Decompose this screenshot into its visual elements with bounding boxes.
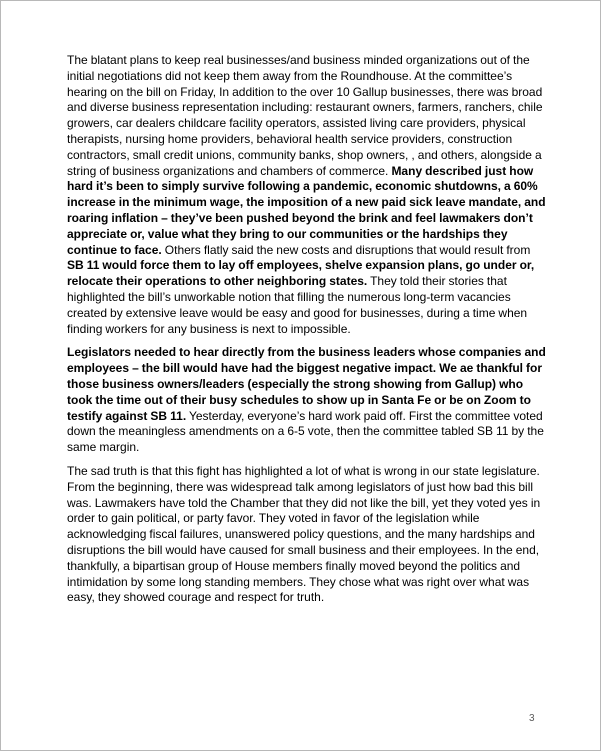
paragraph-business-representation — [67, 53, 547, 337]
text-run: Others flatly said the new costs and disruptions that would result from — [161, 242, 531, 257]
bold-text-run: Legislators needed to hear directly from the business leaders whose companies and employees – the bill would have had the biggest negative impact. We ae thankful for those business owners/leaders (especially the strong showing from Gallup) who took the time out of their busy schedules to show up in Santa Fe or be on Zoom to testify against SB 11. — [67, 345, 546, 423]
text-run: They told their stories that highlighted the bill’s unworkable notion that filling the numerous long-term vacancies created by extensive leave would be easy and good for businesses, during a time when finding workers for any business is next to impossible. — [67, 274, 528, 336]
page-number: 3 — [529, 713, 535, 724]
text-run: Yesterday, everyone’s hard work paid off. First the committee voted down the meaningless amendments on a 6-5 vote, then the committee tabled SB 11 by the same margin. — [67, 408, 544, 455]
bold-text-run: Many described just how hard it’s been to simply survive following a pandemic, economic shutdowns, a 60% increase in the minimum wage, the imposition of a new paid sick leave mandate, and roaring inflation – they’ve been pushed beyond the brink and feel lawmakers don’t appreciate or, value what they bring to our communities or the hardships they continue to face. — [67, 163, 546, 257]
paragraph-legislators-needed — [67, 345, 547, 456]
document-body — [67, 53, 547, 614]
text-run: The sad truth is that this fight has highlighted a lot of what is wrong in our state legislature. From the beginning, there was widespread talk among legislators of just how bad this bill was. Lawmakers have told the Chamber that they did not like the bill, yet they voted yes in order to gain political, or party favor. They voted in favor of the legislation while acknowledging fiscal failures, unanswered policy questions, and the many hardships and disruptions the bill would have caused for small business and their employees. In the end, thankfully, a bipartisan group of House members finally moved beyond the politics and intimidation by some long standing members. They chose what was right over what was easy, they showed courage and respect for truth. — [67, 463, 541, 605]
text-run: The blatant plans to keep real businesses/and business minded organizations out of the initial negotiations did not keep them away from the Roundhouse. At the committee’s hearing on the bill on Friday, In addition to the over 10 Gallup businesses, there was broad and diverse business representation including: restaurant owners, farmers, ranchers, chile growers, car dealers childcare facility operators, assisted living care providers, physical therapists, nursing home providers, behavioral health service providers, construction contractors, small credit unions, community banks, shop owners, , and others, alongside a string of business organizations and chambers of commerce. — [67, 53, 543, 178]
paragraph-sad-truth — [67, 464, 547, 606]
bold-text-run: SB 11 would force them to lay off employees, shelve expansion plans, go under or, relocate their operations to other neighboring states. — [67, 258, 535, 289]
